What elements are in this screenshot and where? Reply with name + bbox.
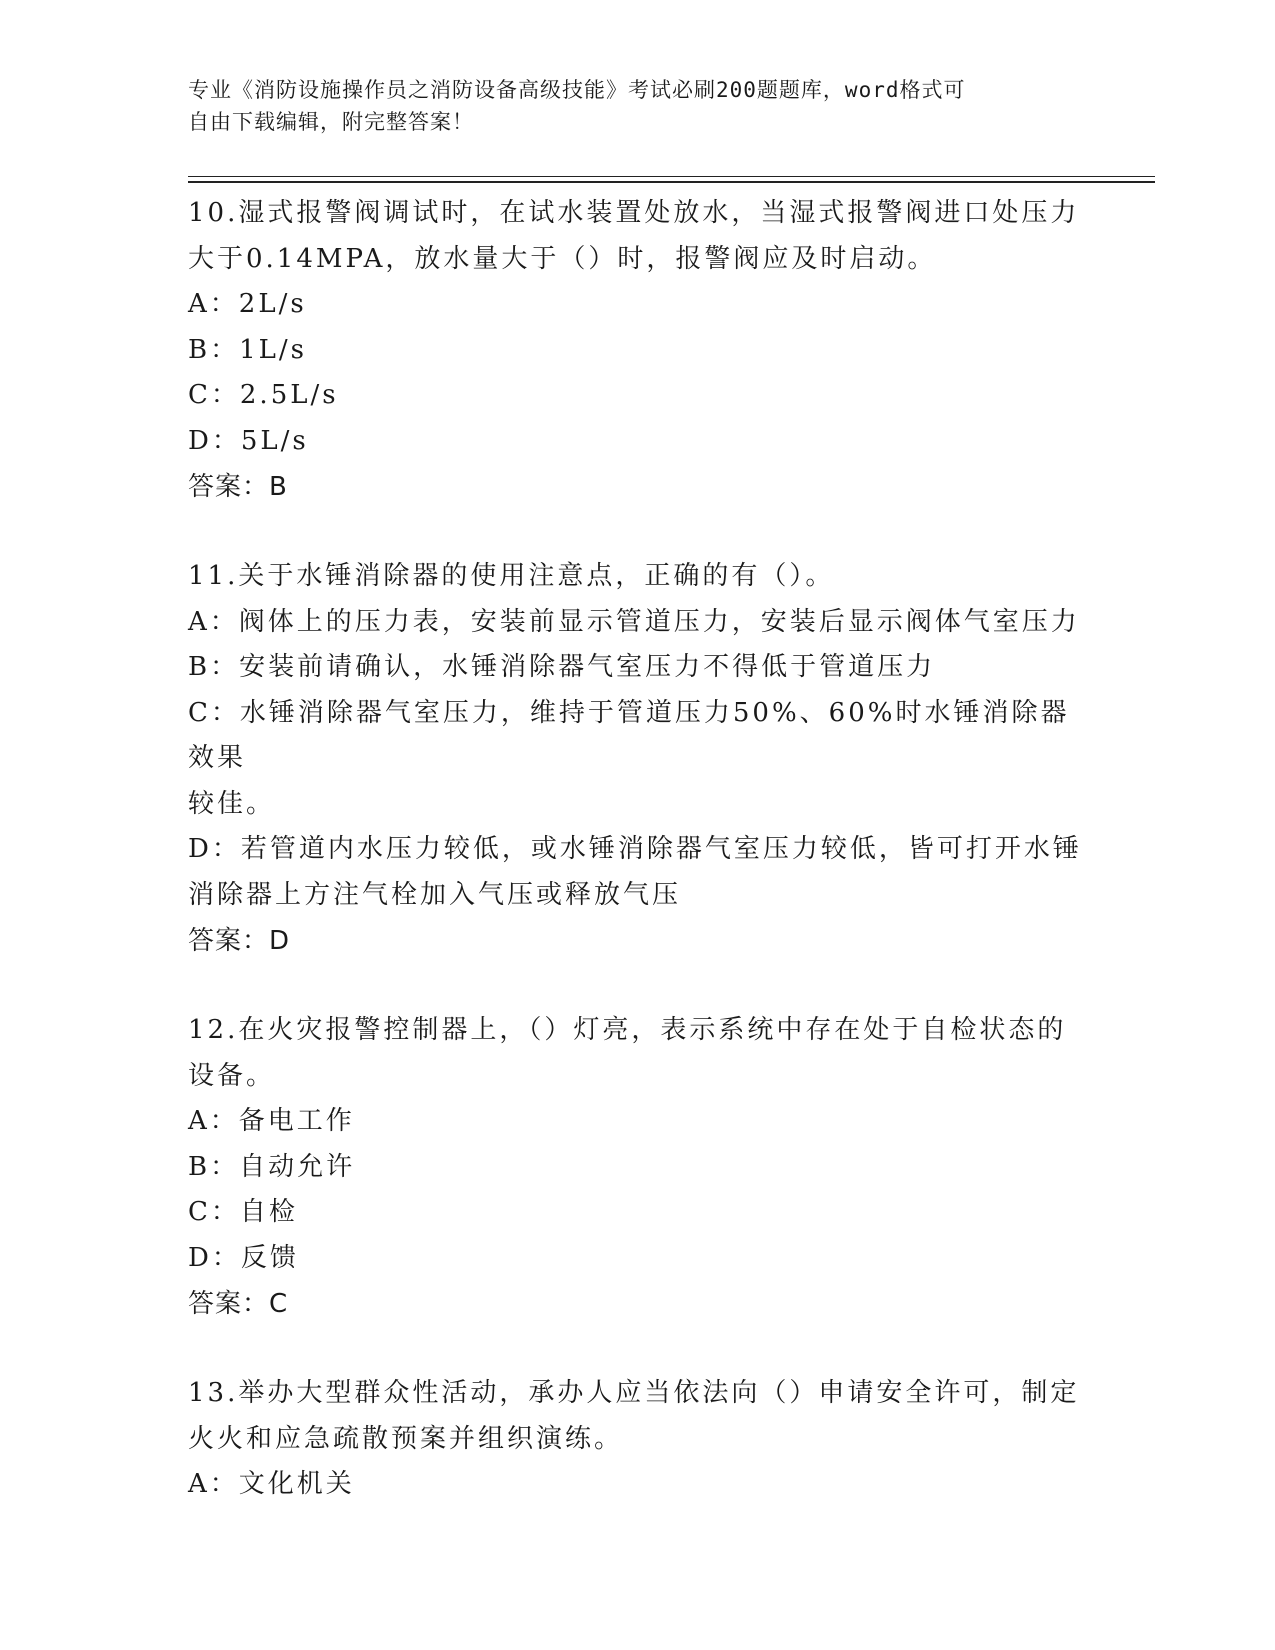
question-spacer [188, 1327, 1098, 1371]
answer-key: 答案：C [188, 1289, 289, 1319]
question-block [188, 554, 1098, 964]
question-spacer [188, 510, 1098, 554]
answer-option-line: D：5L/s [188, 425, 309, 456]
header-divider-thick [188, 181, 1155, 183]
answer-option-line: A：阀体上的压力表，安装前显示管道压力，安装后显示阀体气室压力 [188, 606, 1080, 637]
header-divider-thin [188, 176, 1155, 177]
answer-option-line: B：自动允许 [188, 1151, 356, 1182]
question-stem-line: 设备。 [188, 1060, 276, 1091]
question-stem-line: 11.关于水锤消除器的使用注意点，正确的有（）。 [188, 561, 835, 591]
question-spacer [188, 964, 1098, 1008]
answer-option-line: A：备电工作 [188, 1106, 355, 1136]
header-line-1: 专业《消防设施操作员之消防设备高级技能》考试必刷200题题库，word格式可 [188, 78, 966, 102]
question-block [188, 1008, 1098, 1327]
answer-key: 答案：D [188, 926, 291, 956]
answer-option-line: C：2.5L/s [188, 380, 339, 410]
question-block [188, 1371, 1098, 1508]
answer-option-line: A：2L/s [188, 289, 307, 319]
answer-option-line: D：反馈 [188, 1242, 299, 1273]
answer-option-line: 较佳。 [188, 788, 276, 819]
question-list [188, 191, 1098, 1508]
answer-option-line: B：1L/s [188, 334, 308, 365]
document-header [188, 74, 1088, 138]
answer-option-line: C：水锤消除器气室压力，维持于管道压力50%、60%时水锤消除器效果 [188, 697, 1070, 773]
header-line-2: 自由下载编辑，附完整答案！ [188, 110, 474, 134]
question-stem-line: 12.在火灾报警控制器上，（）灯亮，表示系统中存在处于自检状态的 [188, 1015, 1067, 1045]
question-stem-line: 10.湿式报警阀调试时，在试水装置处放水，当湿式报警阀进口处压力 [188, 198, 1080, 228]
answer-key: 答案：B [188, 472, 288, 502]
question-stem-line: 火火和应急疏散预案并组织演练。 [188, 1423, 624, 1454]
answer-option-line: A：文化机关 [188, 1469, 355, 1499]
answer-option-line: D：若管道内水压力较低，或水锤消除器气室压力较低，皆可打开水锤 [188, 834, 1082, 864]
question-block [188, 191, 1098, 510]
answer-option-line: B：安装前请确认，水锤消除器气室压力不得低于管道压力 [188, 652, 936, 682]
answer-option-line: 消除器上方注气栓加入气压或释放气压 [188, 879, 682, 910]
answer-option-line: C：自检 [188, 1197, 298, 1227]
question-stem-line: 13.举办大型群众性活动，承办人应当依法向（）申请安全许可，制定 [188, 1378, 1080, 1408]
question-stem-line: 大于0.14MPA，放水量大于（）时，报警阀应及时启动。 [188, 243, 937, 274]
